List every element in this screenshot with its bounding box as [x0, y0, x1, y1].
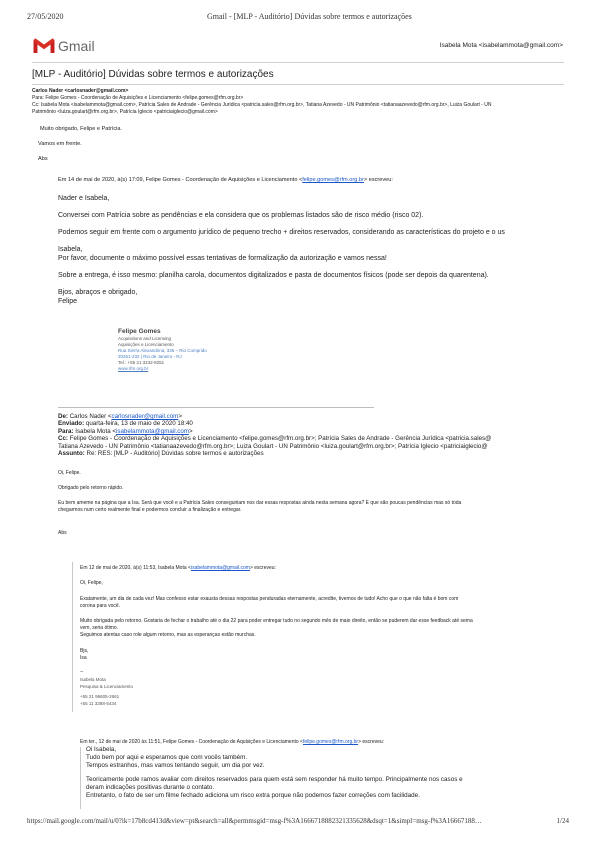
quote-line: Conversei com Patrícia sobre as pendências e ela considera que os problemas listados são de risco médio (risco 02).: [58, 212, 424, 219]
message-from: Carlos Nader <carlosnader@gmail.com>: [32, 88, 129, 94]
field-value: Isabela Mota <: [75, 427, 116, 435]
email-link[interactable]: carlosnader@gmail.com: [111, 413, 179, 420]
quote-line: Tempos estranhos, mas vamos tentando seguir, um dia por vez.: [86, 762, 265, 770]
body-line: Muito obrigado, Felipe e Patrícia.: [40, 126, 123, 132]
divider: [32, 84, 564, 85]
signature-address: 20261-232 | Rio de Janeiro - RJ: [118, 354, 182, 360]
print-date: 27/05/2020: [27, 12, 64, 21]
quote-line: Podemos seguir em frente com o argumento jurídico de pequeno trecho + direitos reservados, considerando as características do projeto e o us: [58, 229, 505, 236]
signature-phone: +55 11 3388-5434: [80, 701, 117, 706]
page-number: 1/24: [556, 817, 569, 825]
quoted-message: [86, 746, 566, 801]
signature-name: Felipe Gomes: [118, 328, 161, 335]
body-line: Oi, Felipe.: [58, 470, 81, 476]
gmail-wordmark: Gmail: [58, 38, 95, 54]
email-link[interactable]: felipe.gomes@rfm.org.br: [302, 177, 364, 183]
quote-line: Tudo bem por aqui e esperamos que com vocês também.: [86, 754, 248, 762]
quote-intro-end: > escreveu:: [363, 177, 393, 183]
field-value: quarta-feira, 13 de maio de 2020 18:40: [85, 420, 193, 428]
body-line: chegarmos num certo realmente final e podermos concluir a finalização e entregar.: [58, 507, 242, 513]
gmail-m-icon: [32, 37, 56, 54]
quote-intro: [80, 565, 276, 572]
quote-line: Exatamente, um dia de cada vez! Mas confesso estar exausta dessas respostas penduradas eternamente, acredite, tivemos de tudo! Acho que o que não falta é bom com: [80, 596, 459, 602]
email-link[interactable]: isabelammota@gmail.com: [115, 427, 189, 435]
quote-bar: [72, 562, 73, 712]
body-line: Obrigado pelo retorno rápido.: [58, 485, 124, 491]
quote-line: Oi, Felipe,: [80, 580, 103, 586]
divider: [58, 407, 374, 408]
quote-intro-text: Em 12 de mai de 2020, à(s) 11:53, Isabela Mota <: [80, 565, 191, 571]
quote-line: vem, seria ótimo.: [80, 625, 119, 631]
field-label: Enviado:: [58, 420, 85, 428]
quote-line: Teoricamente pode ramos avaliar com direitos reservados para quem está sem responder há muito tempo. Principalmente nos casos e: [86, 776, 463, 784]
signature-block: [118, 328, 207, 373]
message-to: Para: Felipe Gomes - Coordenação de Aquisições e Licenciamento <felipe.gomes@rfm.org.br>: [32, 95, 244, 101]
field-label: Cc:: [58, 435, 68, 443]
quote-line: Muito obrigada pelo retorno. Gostaria de fechar o trabalho até o dia 22 para poder entregar tudo no segundo mês de maio direito, então se puderem dar esse feedback até sema: [80, 618, 473, 624]
print-url: https://mail.google.com/mail/u/0?ik=17b8cd413d&view=pt&search=all&permmsgid=msg-f%3A1666718882321335628&dsqt=1&simpl=msg-f%3A16667188…: [27, 817, 482, 825]
quote-line: Isa: [80, 655, 87, 661]
field-label: De:: [58, 413, 68, 420]
quote-line: Bjos, abraços e obrigado,: [58, 289, 138, 296]
forward-header: [58, 413, 570, 457]
body-line: Abs: [58, 530, 67, 536]
signature-website-link[interactable]: www.rfm.org.br: [118, 366, 149, 372]
quoted-message: [58, 194, 568, 306]
quote-intro-text: Em 14 de mai de 2020, à(s) 17:09, Felipe Gomes - Coordenação de Aquisições e Licenciamento <: [58, 177, 303, 183]
body-line: Vamos em frente.: [38, 141, 82, 147]
field-label: Assunto:: [58, 450, 85, 458]
signature-role: Pesquisa & Licenciamento: [80, 684, 134, 689]
quote-intro: [80, 739, 568, 746]
account-name: Isabela Mota <isabelammota@gmail.com>: [439, 42, 563, 49]
quote-line: corona para você.: [80, 603, 121, 609]
quote-line: deram indicações positivas durante o contato.: [86, 784, 215, 792]
quote-line: Isabela,: [58, 246, 83, 253]
body-line: Eu bem ameme na página que a Isa. Será que você e a Patrícia Sales conseguiriam nos dar essas respostas ainda nesta semana agora? É que são poucas pendências mas só toda: [58, 500, 462, 506]
email-link[interactable]: isabelammota@gmail.com: [190, 565, 250, 571]
quote-intro-end: > escreveu:: [249, 565, 276, 571]
signature-phone: +55 21 96605-2661: [80, 694, 120, 699]
quote-intro-text: Em ter., 12 de mai de 2020 às 11:51, Felipe Gomes - Coordenação de Aquisições e Licenciamento <: [80, 739, 303, 745]
quote-line: --: [80, 669, 84, 675]
thread-subject: [MLP - Auditório] Dúvidas sobre termos e autorizações: [32, 69, 274, 80]
field-value: >: [188, 427, 193, 435]
quote-line: Seguimos atentas caso role algum retorno, mas as esperanças estão murchas.: [80, 632, 256, 638]
field-value: Tatiana Azevedo - UN Patrimônio <tatianaazevedo@rfm.org.br>; Luiza Goulart - UN Patrimônio <luiza.goulart@rfm.org.br>; Patrícia Iglecio <patriciaiglecio@: [58, 442, 488, 450]
email-link[interactable]: felipe.gomes@rfm.org.br: [302, 739, 359, 745]
signature-address: Rua Sierra Alexandrina, 336 – Rio Comprido: [118, 348, 207, 354]
quote-intro-end: > escreveu:: [358, 739, 385, 745]
field-label: Para:: [58, 427, 74, 435]
quote-line: Oi Isabela,: [86, 746, 117, 753]
field-value: Felipe Gomes - Coordenação de Aquisições e Licenciamento <felipe.gomes@rfm.org.br>; Patrícia Sales de Andrade - Gerência Jurídica <patricia.sales@: [69, 435, 492, 443]
signature-role: Acquisitions and Licensing: [118, 336, 172, 341]
message-cc: Cc: Isabela Mota <isabelammota@gmail.com>, Patrícia Sales de Andrade - Gerência Jurídica <patricia.sales@rfm.org.br>, Tatiana Azevedo - UN Patrimônio <tatianaazevedo@rfm.org.br>, Luiza Goulart - UN: [32, 102, 492, 108]
quote-line: Por favor, documente o máximo possível essas tentativas de formalização da autorização e vamos nessa!: [58, 255, 387, 262]
field-value: Re: RES: [MLP - Auditório] Dúvidas sobre termos e autorizações: [86, 450, 264, 458]
quote-line: Felipe: [58, 298, 78, 305]
quote-bar: [80, 747, 81, 809]
field-value: >: [178, 413, 182, 420]
quote-intro: [58, 177, 393, 184]
print-title: Gmail - [MLP - Auditório] Dúvidas sobre termos e autorizações: [207, 12, 412, 21]
quote-line: Bjs,: [80, 648, 89, 654]
signature-role: Aquisições e Licenciamento: [118, 342, 174, 348]
signature-name: Isabela Mota: [80, 677, 106, 682]
signature-phone: Tel.: +55 21 3232-8251: [118, 360, 165, 366]
quote-line: Entretanto, o fato de ser um filme fechado adiciona um risco extra porque não podemos fazer correções com facilidade.: [86, 792, 420, 800]
quote-line: Nader e Isabela,: [58, 195, 110, 202]
field-value: Carlos Nader <: [69, 413, 112, 420]
body-line: Abs: [38, 156, 48, 162]
quote-line: Sobre a entrega, é isso mesmo: planilha carola, documentos digitalizados e pasta de documentos físicos (pode ser depois da quarentena).: [58, 272, 489, 279]
divider: [32, 62, 564, 63]
message-cc-continued: Patrimônio <luiza.goulart@rfm.org.br>, Patrícia Iglecio <patriciaiglecio@gmail.com>: [32, 109, 218, 115]
